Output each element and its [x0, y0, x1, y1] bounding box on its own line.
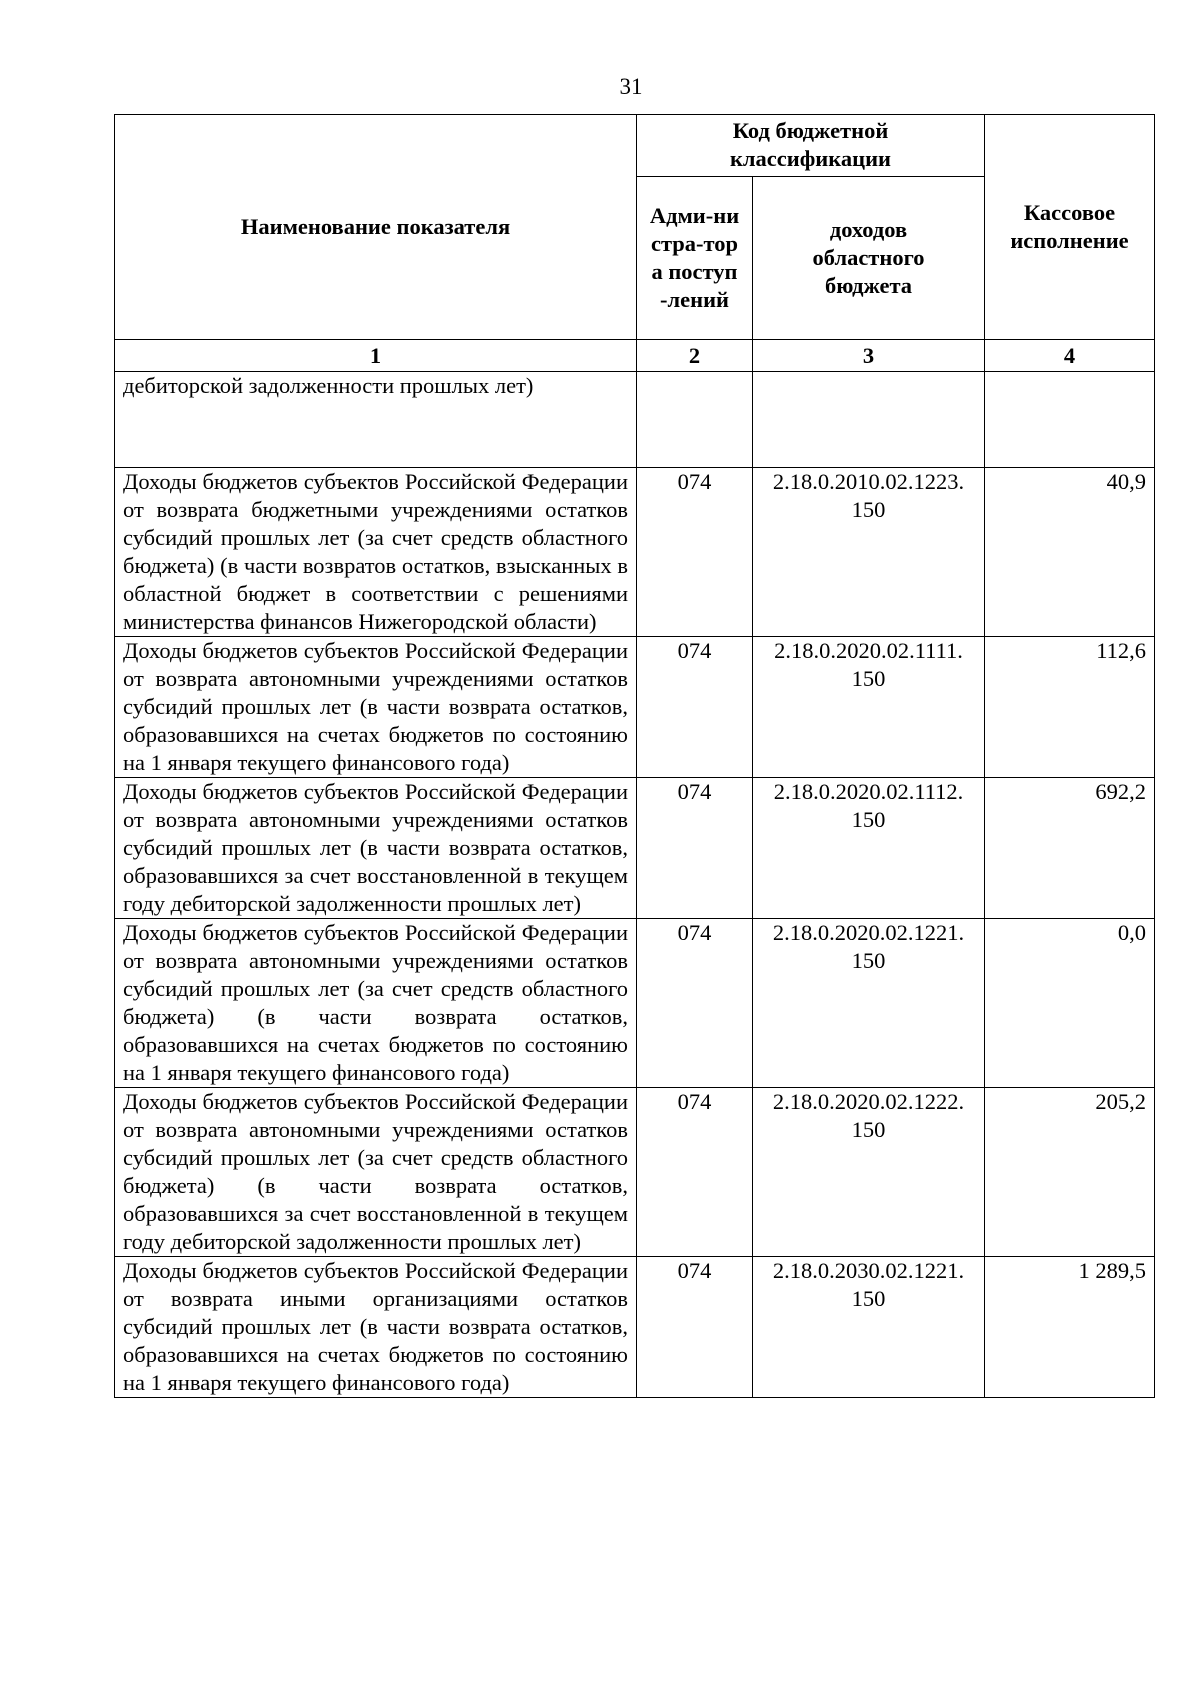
header-indicator-name: Наименование показателя	[115, 115, 637, 340]
table-row	[115, 637, 1155, 778]
indicator-name: Доходы бюджетов субъектов Российской Федерации от возврата автономными учреждениями остатков субсидий прошлых лет (за счет средств областного бюджета) (в части возврата остатков, образовавшихся за счет восстановленной в текущем году дебиторской задолженности прошлых лет)	[115, 1088, 637, 1257]
indicator-name: дебиторской задолженности прошлых лет)	[115, 372, 637, 468]
table-row	[115, 1088, 1155, 1257]
budget-revenue-table	[114, 114, 1155, 1398]
column-number: 2	[637, 340, 753, 372]
cash-execution-amount: 205,2	[985, 1088, 1155, 1257]
table-row	[115, 468, 1155, 637]
cash-execution-amount: 1 289,5	[985, 1257, 1155, 1398]
revenue-code: 2.18.0.2020.02.1221. 150	[753, 919, 985, 1088]
table-row	[115, 372, 1155, 468]
revenue-code	[753, 372, 985, 468]
table-row	[115, 778, 1155, 919]
header-budget-code: Код бюджетной классификации	[637, 115, 985, 177]
indicator-name: Доходы бюджетов субъектов Российской Федерации от возврата иными организациями остатков субсидий прошлых лет (в части возврата остатков, образовавшихся на счетах бюджетов по состоянию на 1 января текущего финансового года)	[115, 1257, 637, 1398]
revenue-code: 2.18.0.2020.02.1111. 150	[753, 637, 985, 778]
column-number: 4	[985, 340, 1155, 372]
revenue-code: 2.18.0.2010.02.1223. 150	[753, 468, 985, 637]
administrator-code: 074	[637, 637, 753, 778]
revenue-code: 2.18.0.2030.02.1221. 150	[753, 1257, 985, 1398]
cash-execution-amount	[985, 372, 1155, 468]
header-regional-revenue: доходов областного бюджета	[753, 176, 985, 339]
cash-execution-amount: 40,9	[985, 468, 1155, 637]
table-row	[115, 919, 1155, 1088]
cash-execution-amount: 0,0	[985, 919, 1155, 1088]
administrator-code	[637, 372, 753, 468]
revenue-code: 2.18.0.2020.02.1222. 150	[753, 1088, 985, 1257]
cash-execution-amount: 112,6	[985, 637, 1155, 778]
header-cash-execution: Кассовое исполнение	[985, 115, 1155, 340]
page-number: 31	[619, 74, 643, 99]
indicator-name: Доходы бюджетов субъектов Российской Федерации от возврата автономными учреждениями остатков субсидий прошлых лет (за счет средств областного бюджета) (в части возврата остатков, образовавшихся на счетах бюджетов по состоянию на 1 января текущего финансового года)	[115, 919, 637, 1088]
administrator-code: 074	[637, 1088, 753, 1257]
administrator-code: 074	[637, 778, 753, 919]
column-number: 3	[753, 340, 985, 372]
header-revenue-administrator: Адми-нистра-тора поступ-лений	[637, 176, 753, 339]
administrator-code: 074	[637, 919, 753, 1088]
revenue-code: 2.18.0.2020.02.1112. 150	[753, 778, 985, 919]
column-number: 1	[115, 340, 637, 372]
cash-execution-amount: 692,2	[985, 778, 1155, 919]
indicator-name: Доходы бюджетов субъектов Российской Федерации от возврата автономными учреждениями остатков субсидий прошлых лет (в части возврата остатков, образовавшихся за счет восстановленной в текущем году дебиторской задолженности прошлых лет)	[115, 778, 637, 919]
indicator-name: Доходы бюджетов субъектов Российской Федерации от возврата бюджетными учреждениями остатков субсидий прошлых лет (за счет средств областного бюджета) (в части возвратов остатков, взысканных в областной бюджет в соответствии с решениями министерства финансов Нижегородской области)	[115, 468, 637, 637]
administrator-code: 074	[637, 468, 753, 637]
table-row	[115, 1257, 1155, 1398]
indicator-name: Доходы бюджетов субъектов Российской Федерации от возврата автономными учреждениями остатков субсидий прошлых лет (в части возврата остатков, образовавшихся на счетах бюджетов по состоянию на 1 января текущего финансового года)	[115, 637, 637, 778]
administrator-code: 074	[637, 1257, 753, 1398]
